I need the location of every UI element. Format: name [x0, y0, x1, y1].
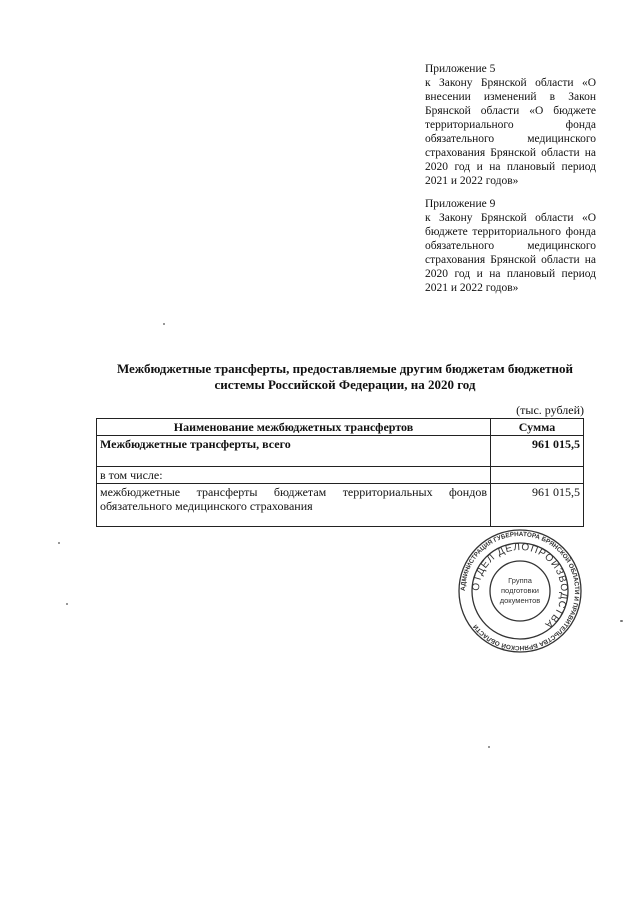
- header-name: Наименование межбюджетных трансфертов: [97, 419, 491, 436]
- stamp-seal: [458, 529, 582, 653]
- document-title: Межбюджетные трансферты, предоставляемые другим бюджетам бюджетной системы Российской Федерации, на 2020 год: [116, 361, 574, 392]
- annex-5-text: к Закону Брянской области «О внесении изменений в Закон Брянской области «О бюджете территориального фонда обязательного медицинского страхования Брянской области на 2020 год и на плановый период 2021 и 2022 годов»: [425, 77, 596, 187]
- table-row-total: [97, 436, 584, 467]
- annex-9-text: к Закону Брянской области «О бюджете территориального фонда обязательного медицинского страхования Брянской области на 2020 год и на плановый период 2021 и 2022 годов»: [425, 212, 596, 294]
- stamp-middle-text: ОТДЕЛ ДЕЛОПРОИЗВОДСТВА: [470, 541, 570, 631]
- total-name: Межбюджетные трансферты, всего: [97, 436, 491, 467]
- table-header-row: [97, 419, 584, 436]
- units-label: (тыс. рублей): [516, 403, 584, 417]
- transfers-table: [96, 418, 584, 527]
- table-row-including: [97, 467, 584, 484]
- annex-5-title: Приложение 5: [425, 63, 496, 75]
- total-sum: 961 015,5: [491, 436, 584, 467]
- item-sum: 961 015,5: [491, 484, 584, 527]
- header-sum: Сумма: [491, 419, 584, 436]
- annex-5-block: [425, 62, 596, 188]
- stamp-center-line-2: подготовки: [501, 586, 539, 595]
- stamp-outer-text: АДМИНИСТРАЦИЯ ГУБЕРНАТОРА БРЯНСКОЙ ОБЛАСТИ И ПРАВИТЕЛЬСТВА БРЯНСКОЙ ОБЛАСТИ: [459, 530, 581, 652]
- stamp-center-line-1: Группа: [508, 576, 532, 585]
- stamp-center-line-3: документов: [499, 596, 541, 605]
- table-row: [97, 484, 584, 527]
- item-name: межбюджетные трансферты бюджетам территориальных фондов обязательного медицинского страхования: [97, 484, 491, 527]
- including-name: в том числе:: [97, 467, 491, 484]
- including-sum: [491, 467, 584, 484]
- annex-9-title: Приложение 9: [425, 198, 496, 210]
- annex-9-block: [425, 197, 596, 295]
